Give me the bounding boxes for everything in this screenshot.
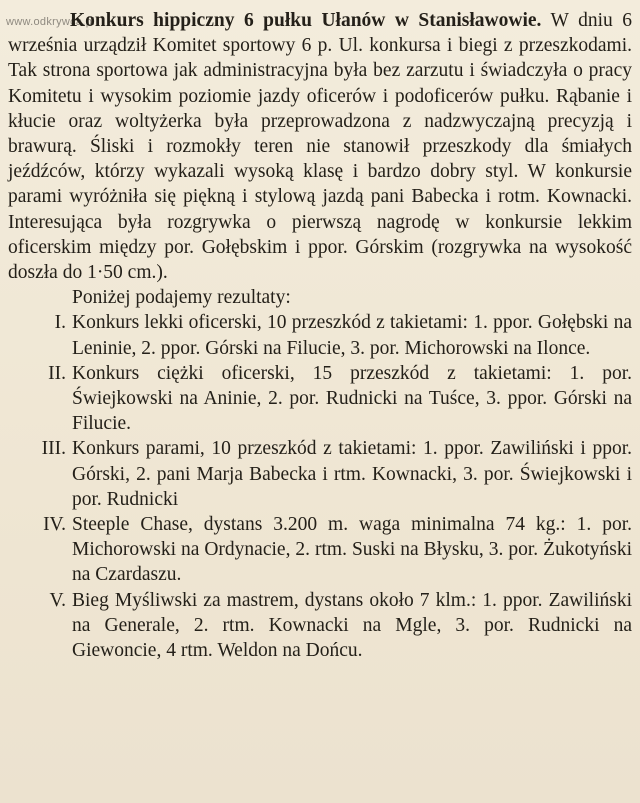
result-item: [8, 361, 632, 437]
result-number: V.: [49, 589, 66, 611]
result-item: [8, 310, 632, 360]
article-headline: Konkurs hippiczny 6 pułku Ułanów w Stanisławowie.: [70, 10, 542, 31]
result-text: Konkurs parami, 10 przeszkód z takietami: 1. ppor. Zawiliński i ppor. Górski, 2. pani Marja Babecka i rtm. Kownacki, 3. por. Świejkowski i por. Rudnicki: [72, 438, 632, 510]
result-text: Konkurs lekki oficerski, 10 przeszkód z takietami: 1. ppor. Gołębski na Leninie, 2. ppor. Górski na Filucie, 3. por. Michorowski na Ilonce.: [72, 312, 632, 359]
article-intro: [8, 8, 632, 285]
result-item: [8, 588, 632, 664]
results-list: [8, 310, 632, 663]
result-number: III.: [41, 438, 66, 460]
result-number: IV.: [43, 514, 66, 536]
result-number: I.: [54, 312, 66, 334]
watermark: www.odkrywca.pl: [6, 16, 95, 28]
result-number: II.: [48, 362, 66, 384]
results-intro: Poniżej podajemy rezultaty:: [72, 287, 291, 309]
result-text: Bieg Myśliwski za mastrem, dystans około 7 klm.: 1. ppor. Zawiliński na Generale, 2. rtm. Kownacki na Mgle, 3. por. Rudnicki na Giewoncie, 4 rtm. Weldon na Dońcu.: [72, 589, 632, 662]
result-item: [8, 512, 632, 588]
result-item: [8, 436, 632, 512]
article: [8, 8, 632, 663]
result-text: Konkurs ciężki oficerski, 15 przeszkód z takietami: 1. por. Świejkowski na Aninie, 2. por. Rudnicki na Tuśce, 3. ppor. Górski na Filucie.: [72, 362, 632, 435]
result-text: Steeple Chase, dystans 3.200 m. waga minimalna 74 kg.: 1. por. Michorowski na Ordynacie, 2. rtm. Suski na Błysku, 3. por. Żukotyński na Czardaszu.: [72, 514, 632, 586]
article-body: W dniu 6 września urządził Komitet sportowy 6 p. Ul. konkursa i biegi z przeszkodami. Tak strona sportowa jak administracyjna była bez zarzutu i świadczyła o pracy Komitetu i wysokim poziomie jazdy oficerów i podoficerów pułku. Rąbanie i kłucie oraz woltyżerka była przeprowadzona z nadzwyczajną precyzją i brawurą. Śliski i rozmokły teren nie stanowił przeszkody dla śmiałych jeźdźców, którzy wykazali wysoką klasę i bardzo dobry styl. W konkursie parami wyróżniła się piękną i stylową jazdą pani Babecka i rotm. Kownacki. Interesująca była rozgrywka o pierwszą nagrodę w konkursie lekkim oficerskim między por. Gołębskim i ppor. Górskim (rozgrywka na wysokość doszła do 1·50 cm.).: [8, 10, 632, 284]
